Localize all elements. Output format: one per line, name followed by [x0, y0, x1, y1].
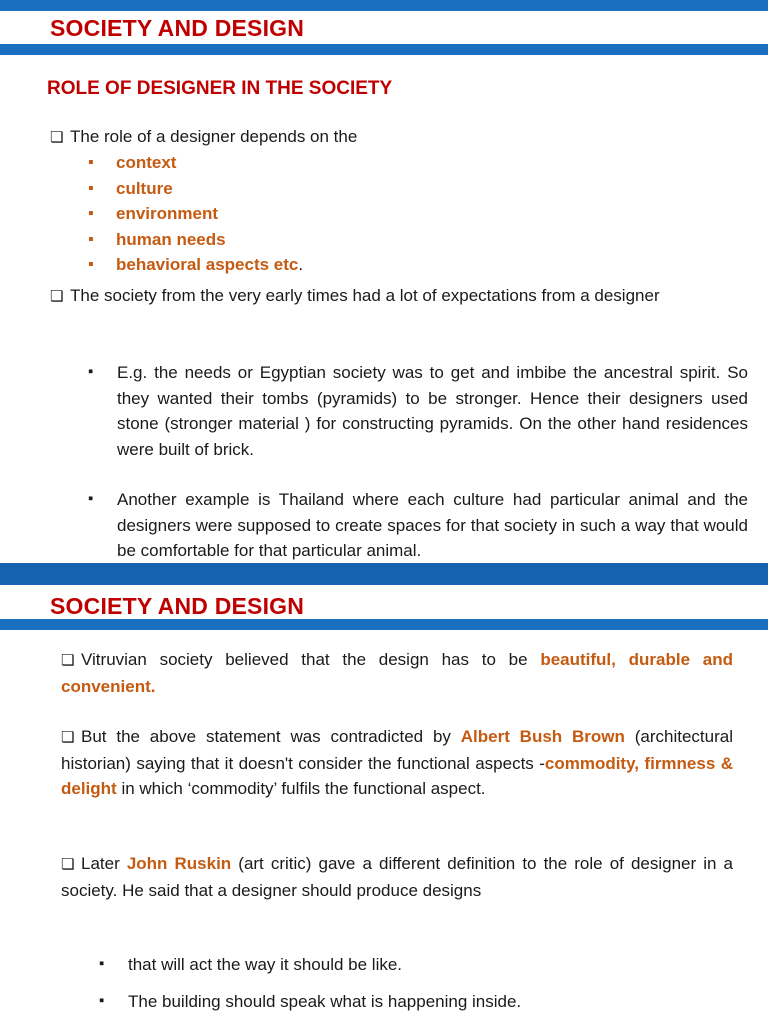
ruskin-pre-text: Later — [81, 854, 127, 873]
factor-behavioral: behavioral aspects etc — [116, 255, 299, 274]
vitruvian-paragraph — [61, 647, 733, 699]
albert-bush-brown: Albert Bush Brown — [460, 727, 625, 746]
slide-subtitle: ROLE OF DESIGNER IN THE SOCIETY — [47, 78, 393, 99]
factors-list — [88, 150, 303, 278]
expectations-text: The society from the very early times had a lot of expectations from a designer — [70, 286, 660, 305]
list-item — [88, 252, 303, 278]
brown-pre-text: But the above statement was contradicted by — [81, 727, 461, 746]
header-bar-top — [0, 0, 768, 11]
ruskin-post-text: (art critic) gave a different definition to the role of designer in a society. He said that a designer should produce designs — [61, 854, 733, 900]
header-bar-bottom — [0, 44, 768, 55]
slide-title: SOCIETY AND DESIGN — [50, 15, 305, 41]
square-bullet-icon: ▪ — [88, 363, 94, 380]
intro-text: The role of a designer depends on the — [70, 127, 358, 146]
factor-environment: environment — [116, 204, 219, 223]
expectations-paragraph — [50, 283, 748, 310]
square-bullet-icon: ▪ — [99, 992, 105, 1009]
period: . — [298, 255, 304, 274]
checkbox-bullet-icon: ❏ — [61, 729, 75, 746]
checkbox-bullet-icon: ❏ — [50, 288, 64, 305]
slide-title: SOCIETY AND DESIGN — [50, 593, 305, 619]
factor-human-needs: human needs — [116, 229, 226, 249]
header-bar-top — [0, 563, 768, 585]
list-item — [88, 176, 303, 202]
checkbox-bullet-icon: ❏ — [50, 129, 64, 146]
list-item — [88, 150, 303, 176]
ruskin-paragraph — [61, 851, 733, 903]
checkbox-bullet-icon: ❏ — [61, 856, 75, 873]
example-egypt: E.g. the needs or Egyptian society was to get and imbibe the ancestral spirit. So they wanted their tombs (pyramids) to be stronger. Hence their designers used stone (stronger material ) for constructing pyramids. On the other hand residences were built of brick. — [117, 363, 748, 459]
checkbox-bullet-icon: ❏ — [61, 652, 75, 669]
vitruvian-text: Vitruvian society believed that the design has to be — [81, 650, 541, 669]
list-item — [88, 227, 303, 253]
slide-2 — [0, 563, 768, 1024]
ruskin-bullet-2: The building should speak what is happening inside. — [128, 992, 522, 1011]
john-ruskin: John Ruskin — [126, 854, 232, 873]
vitruvian-highlight: beautiful, durable and convenient. — [61, 650, 733, 696]
brown-terms: commodity, firmness & delight — [61, 753, 733, 798]
header-bar-bottom — [0, 619, 768, 630]
brown-paragraph — [61, 724, 733, 802]
square-bullet-icon: ▪ — [88, 490, 94, 507]
square-bullet-icon: ▪ — [99, 955, 105, 972]
brown-post-text: in which ‘commodity’ fulfils the functional aspect. — [116, 779, 486, 798]
list-item — [88, 201, 303, 227]
brown-mid-text: (architectural historian) saying that it doesn't consider the functional aspects - — [61, 727, 733, 773]
intro-paragraph — [50, 124, 748, 151]
example-thailand: Another example is Thailand where each culture had particular animal and the designers were supposed to create spaces for that society in such a way that would be comfortable for that particular animal. — [117, 490, 748, 560]
factor-context: context — [116, 153, 177, 172]
factor-culture: culture — [116, 178, 173, 198]
ruskin-bullet-1: that will act the way it should be like. — [128, 955, 403, 974]
